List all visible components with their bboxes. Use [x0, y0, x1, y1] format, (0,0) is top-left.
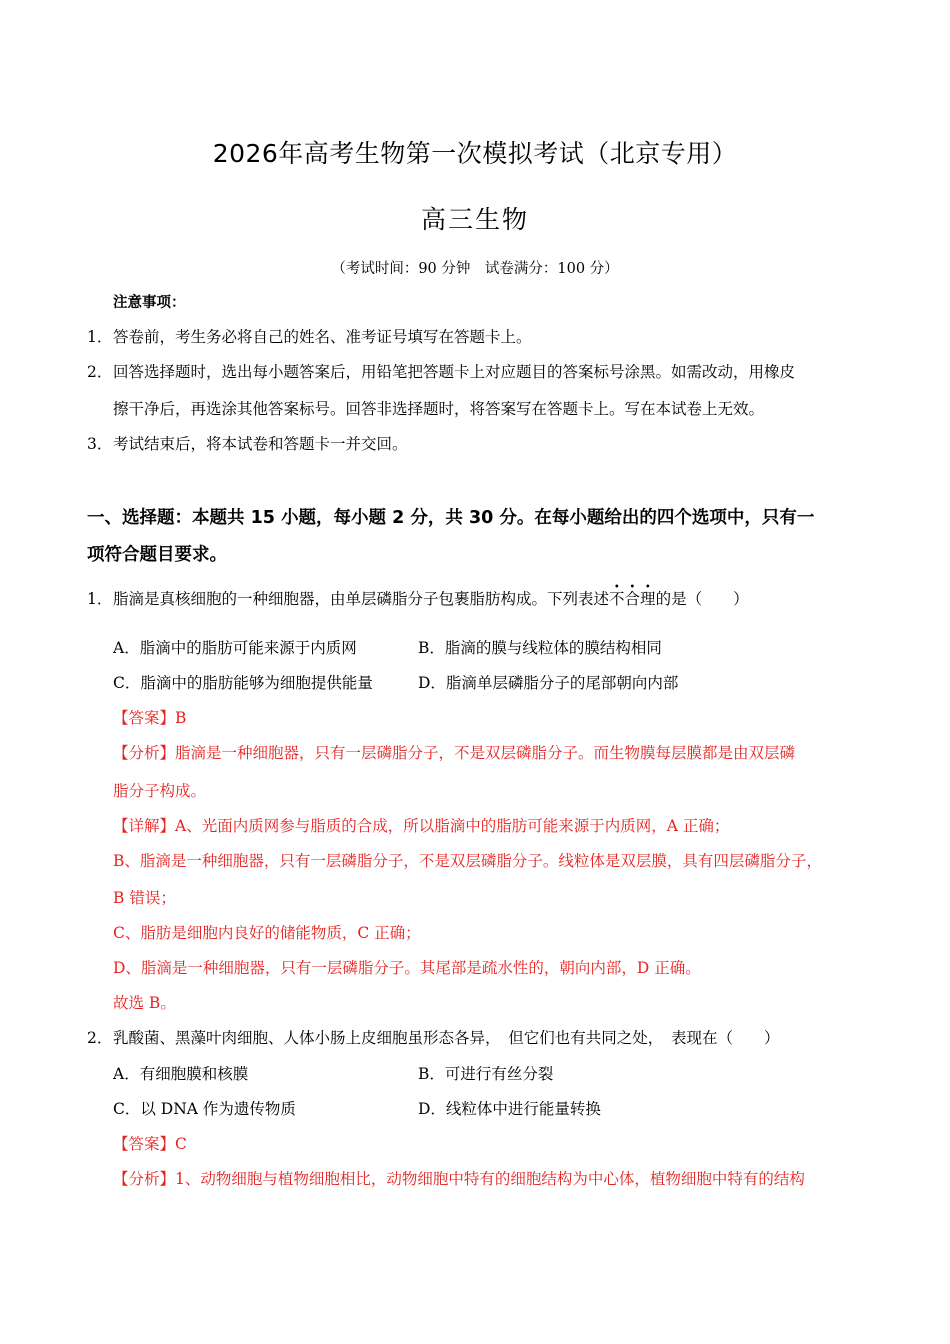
question-1-analysis-line-1: 【分析】脂滴是一种细胞器，只有一层磷脂分子，不是双层磷脂分子。而生物膜每层膜都是由双层磷 [113, 744, 796, 762]
question-1-option-d: D．脂滴单层磷脂分子的尾部朝向内部 [418, 674, 679, 692]
question-1-number: 1． [87, 590, 113, 608]
question-1-option-c: C．脂滴中的脂肪能够为细胞提供能量 [113, 674, 373, 692]
section-heading-line-1: 一、选择题：本题共 15 小题，每小题 2 分，共 30 分。在每小题给出的四个选项中，只有一 [87, 508, 815, 528]
section-heading-line-2: 项符合题目要求。 [87, 545, 227, 565]
question-2-option-d: D．线粒体中进行能量转换 [418, 1100, 601, 1118]
emphasis-dot-icon: • [613, 582, 620, 593]
question-1-stem [113, 582, 749, 608]
notice-num-2: 2． [87, 363, 113, 381]
question-1-conclusion: 故选 B。 [113, 994, 176, 1012]
question-2-option-b: B．可进行有丝分裂 [418, 1065, 554, 1083]
emphasis-char: • 理 [640, 582, 656, 608]
question-2-stem: 乳酸菌、黑藻叶肉细胞、人体小肠上皮细胞虽形态各异， 但它们也有共同之处， 表现在（ ） [113, 1029, 780, 1047]
notice-item-1: 答卷前，考生务必将自己的姓名、准考证号填写在答题卡上。 [113, 328, 532, 346]
question-1-option-a: A．脂滴中的脂肪可能来源于内质网 [113, 639, 357, 657]
question-1-detail-line-3: B 错误； [113, 889, 176, 907]
notice-num-1: 1． [87, 328, 113, 346]
question-2-answer: 【答案】C [113, 1135, 187, 1153]
question-1-answer: 【答案】B [113, 709, 187, 727]
question-2-option-a: A．有细胞膜和核膜 [113, 1065, 249, 1083]
question-1-stem-text: 脂滴是真核细胞的一种细胞器，由单层磷脂分子包裹脂肪构成。下列表述 [113, 590, 610, 608]
question-1-detail-line-4: C、脂肪是细胞内良好的储能物质，C 正确； [113, 924, 421, 942]
question-1-option-b: B．脂滴的膜与线粒体的膜结构相同 [418, 639, 662, 657]
exam-title: 2026年高考生物第一次模拟考试（北京专用） [212, 139, 738, 168]
notice-item-3: 考试结束后，将本试卷和答题卡一并交回。 [113, 435, 408, 453]
question-1-detail-line-2: B、脂滴是一种细胞器，只有一层磷脂分子，不是双层磷脂分子。线粒体是双层膜，具有四层磷脂分子， [113, 852, 822, 870]
notice-heading: 注意事项： [113, 295, 186, 311]
exam-subtitle: 高三生物 [420, 205, 529, 234]
question-1-analysis-line-2: 脂分子构成。 [113, 782, 207, 800]
question-2-option-c: C．以 DNA 作为遗传物质 [113, 1100, 296, 1118]
question-1-detail-line-5: D、脂滴是一种细胞器，只有一层磷脂分子。其尾部是疏水性的，朝向内部，D 正确。 [113, 959, 701, 977]
emphasis-dot-icon: • [644, 582, 651, 593]
emphasis-char: • 合 [624, 582, 641, 608]
notice-num-3: 3． [87, 435, 113, 453]
question-1-stem-tail: 的是（ ） [655, 590, 749, 608]
question-1-detail-line-1: 【详解】A、光面内质网参与脂质的合成，所以脂滴中的脂肪可能来源于内质网，A 正确； [113, 817, 730, 835]
emphasis-dot-icon: • [629, 582, 636, 593]
question-2-number: 2． [87, 1029, 113, 1047]
notice-item-2-line-1: 回答选择题时，选出每小题答案后，用铅笔把答题卡上对应题目的答案标号涂黑。如需改动，用橡皮 [113, 363, 796, 381]
notice-item-2-line-2: 擦干净后，再选涂其他答案标号。回答非选择题时，将答案写在答题卡上。写在本试卷上无效。 [113, 400, 765, 418]
question-2-analysis: 【分析】1、动物细胞与植物细胞相比，动物细胞中特有的细胞结构为中心体，植物细胞中特有的结构 [113, 1170, 805, 1188]
emphasis-char: • 不 [609, 582, 625, 608]
exam-info: （考试时间：90 分钟 试卷满分：100 分） [331, 261, 619, 277]
